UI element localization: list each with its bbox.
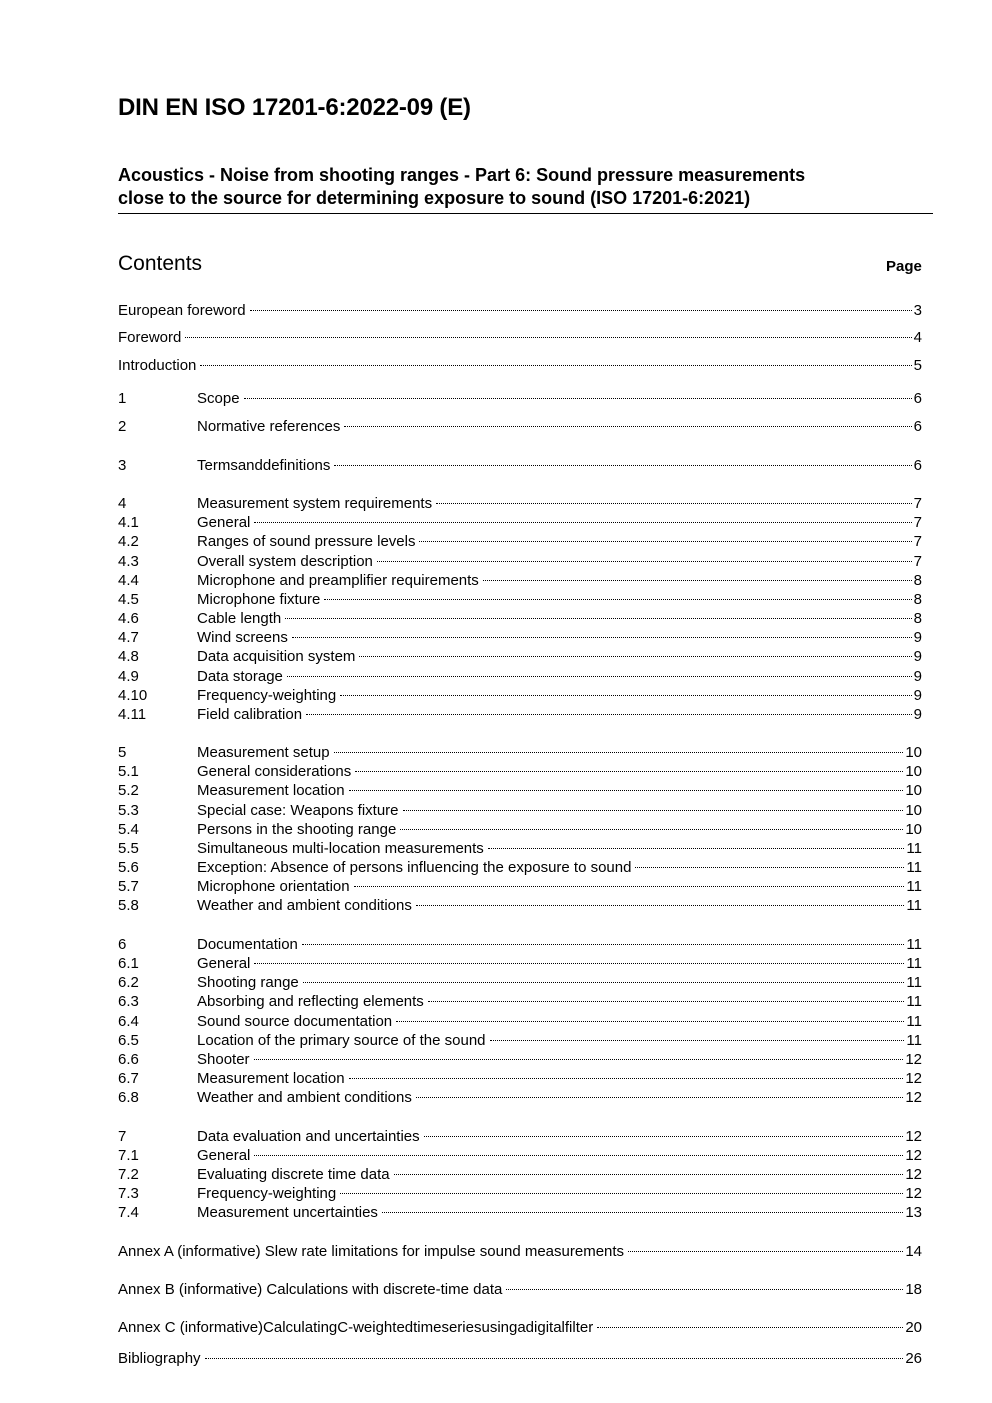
toc-entry[interactable] — [118, 743, 922, 762]
toc-dot-leader — [250, 310, 912, 311]
toc-entry-title: Microphone fixture — [197, 591, 321, 608]
toc-entry[interactable] — [118, 1127, 922, 1146]
toc-entry-page-number: 9 — [913, 668, 922, 685]
toc-entry-page-number: 11 — [906, 878, 922, 895]
toc-entry-number: 6.1 — [118, 955, 139, 972]
toc-entry[interactable] — [118, 801, 922, 820]
toc-entry-page-number: 8 — [913, 591, 922, 608]
toc-dot-leader — [355, 771, 903, 772]
toc-entry[interactable] — [118, 513, 922, 532]
toc-entry-title: Normative references — [197, 418, 341, 435]
toc-entry-page-number: 6 — [913, 457, 922, 474]
page-column-heading: Page — [886, 258, 922, 275]
toc-entry[interactable] — [118, 1280, 922, 1299]
toc-entry-number: 6.5 — [118, 1032, 139, 1049]
toc-entry-number: 5.3 — [118, 802, 139, 819]
toc-entry-page-number: 12 — [905, 1089, 922, 1106]
toc-dot-leader — [254, 963, 904, 964]
toc-entry[interactable] — [118, 1349, 922, 1368]
document-title-line-2: close to the source for determining exposure to sound (ISO 17201-6:2021) — [118, 188, 751, 208]
toc-dot-leader — [205, 1358, 904, 1359]
toc-entry-title: Absorbing and reflecting elements — [197, 993, 424, 1010]
toc-entry-number: 6.2 — [118, 974, 139, 991]
toc-entry-page-number: 12 — [905, 1051, 922, 1068]
toc-entry-page-number: 12 — [905, 1128, 922, 1145]
toc-entry-title: Measurement uncertainties — [197, 1204, 378, 1221]
toc-entry[interactable] — [118, 1146, 922, 1165]
toc-entry[interactable] — [118, 1012, 922, 1031]
toc-entry-title: European foreword — [118, 302, 246, 319]
toc-entry-page-number: 12 — [905, 1070, 922, 1087]
toc-dot-leader — [254, 1155, 903, 1156]
toc-entry-page-number: 12 — [905, 1185, 922, 1202]
toc-entry[interactable] — [118, 705, 922, 724]
toc-entry[interactable] — [118, 628, 922, 647]
toc-entry[interactable] — [118, 896, 922, 915]
toc-entry-number: 4.8 — [118, 648, 139, 665]
toc-dot-leader — [400, 829, 903, 830]
toc-entry[interactable] — [118, 1184, 922, 1203]
toc-entry[interactable] — [118, 417, 922, 436]
toc-entry[interactable] — [118, 667, 922, 686]
toc-entry[interactable] — [118, 1203, 922, 1222]
toc-entry-title: Measurement location — [197, 1070, 345, 1087]
toc-entry-title: Ranges of sound pressure levels — [197, 533, 416, 550]
toc-entry-page-number: 10 — [905, 763, 922, 780]
toc-dot-leader — [302, 944, 905, 945]
toc-dot-leader — [287, 676, 912, 677]
toc-entry-title: Evaluating discrete time data — [197, 1166, 390, 1183]
toc-entry[interactable] — [118, 1242, 922, 1261]
toc-entry-title: Weather and ambient conditions — [197, 897, 412, 914]
toc-entry-number: 5.5 — [118, 840, 139, 857]
toc-entry-number: 4.3 — [118, 553, 139, 570]
toc-entry-title: Annex B (informative) Calculations with discrete-time data — [118, 1281, 503, 1298]
toc-entry-number: 5.4 — [118, 821, 139, 838]
toc-entry[interactable] — [118, 647, 922, 666]
toc-dot-leader — [185, 337, 911, 338]
toc-dot-leader — [200, 365, 911, 366]
toc-entry-title: Microphone and preamplifier requirements — [197, 572, 479, 589]
toc-dot-leader — [419, 541, 911, 542]
toc-entry[interactable] — [118, 609, 922, 628]
toc-entry-page-number: 11 — [906, 897, 922, 914]
toc-entry-title: Termsanddefinitions — [197, 457, 331, 474]
toc-entry-title: Cable length — [197, 610, 282, 627]
toc-entry-title: Data storage — [197, 668, 283, 685]
toc-entry-page-number: 11 — [906, 936, 922, 953]
toc-entry[interactable] — [118, 781, 922, 800]
document-title — [118, 164, 933, 214]
toc-entry-page-number: 12 — [905, 1166, 922, 1183]
toc-entry-page-number: 18 — [905, 1281, 922, 1298]
toc-entry-title: Simultaneous multi-location measurements — [197, 840, 484, 857]
toc-entry-title: Measurement location — [197, 782, 345, 799]
toc-entry-page-number: 7 — [913, 533, 922, 550]
toc-entry-title: Weather and ambient conditions — [197, 1089, 412, 1106]
toc-entry-title: Scope — [197, 390, 240, 407]
toc-entry-page-number: 10 — [905, 744, 922, 761]
toc-dot-leader — [324, 599, 911, 600]
toc-entry[interactable] — [118, 1088, 922, 1107]
toc-entry-number: 7.2 — [118, 1166, 139, 1183]
toc-entry-page-number: 11 — [906, 955, 922, 972]
toc-dot-leader — [436, 503, 912, 504]
toc-entry-number: 5.2 — [118, 782, 139, 799]
toc-entry-title: General considerations — [197, 763, 352, 780]
toc-dot-leader — [254, 1059, 904, 1060]
toc-entry-title: Shooting range — [197, 974, 299, 991]
toc-entry[interactable] — [118, 389, 922, 408]
toc-dot-leader — [488, 848, 905, 849]
toc-entry-number: 4.1 — [118, 514, 139, 531]
toc-entry[interactable] — [118, 877, 922, 896]
toc-entry-number: 6.3 — [118, 993, 139, 1010]
toc-entry-page-number: 11 — [906, 1013, 922, 1030]
toc-entry-page-number: 6 — [913, 418, 922, 435]
toc-entry[interactable] — [118, 839, 922, 858]
toc-entry-title: Persons in the shooting range — [197, 821, 397, 838]
toc-entry-page-number: 7 — [913, 495, 922, 512]
toc-entry-page-number: 6 — [913, 390, 922, 407]
toc-entry[interactable] — [118, 494, 922, 513]
toc-entry-number: 5.8 — [118, 897, 139, 914]
toc-entry[interactable] — [118, 820, 922, 839]
toc-entry-page-number: 13 — [905, 1204, 922, 1221]
toc-entry-title: Measurement system requirements — [197, 495, 433, 512]
document-title-line-1: Acoustics - Noise from shooting ranges - Part 6: Sound pressure measurements — [118, 165, 806, 185]
toc-entry-number: 6.6 — [118, 1051, 139, 1068]
toc-dot-leader — [285, 618, 911, 619]
toc-entry[interactable] — [118, 571, 922, 590]
toc-entry-title: General — [197, 955, 251, 972]
toc-entry-number: 4 — [118, 495, 127, 512]
toc-dot-leader — [349, 790, 904, 791]
toc-entry-number: 6.7 — [118, 1070, 139, 1087]
toc-entry-title: Frequency-weighting — [197, 687, 337, 704]
toc-entry[interactable] — [118, 686, 922, 705]
toc-entry-page-number: 10 — [905, 821, 922, 838]
toc-dot-leader — [428, 1001, 905, 1002]
toc-entry-number: 4.2 — [118, 533, 139, 550]
toc-entry-title: Annex A (informative) Slew rate limitations for impulse sound measurements — [118, 1243, 625, 1260]
toc-entry-title: Field calibration — [197, 706, 303, 723]
toc-dot-leader — [340, 1193, 903, 1194]
toc-dot-leader — [483, 580, 912, 581]
toc-entry-page-number: 9 — [913, 706, 922, 723]
toc-entry[interactable] — [118, 935, 922, 954]
toc-entry[interactable] — [118, 1031, 922, 1050]
toc-entry-number: 1 — [118, 390, 127, 407]
toc-entry-number: 5.6 — [118, 859, 139, 876]
toc-entry-page-number: 8 — [913, 572, 922, 589]
toc-entry[interactable] — [118, 954, 922, 973]
toc-dot-leader — [394, 1174, 904, 1175]
document-id: DIN EN ISO 17201-6:2022-09 (E) — [118, 94, 471, 121]
toc-entry-page-number: 7 — [913, 514, 922, 531]
toc-entry-title: Measurement setup — [197, 744, 330, 761]
toc-entry-page-number: 5 — [913, 357, 922, 374]
toc-entry-number: 5 — [118, 744, 127, 761]
toc-entry-title: Bibliography — [118, 1350, 201, 1367]
toc-entry-number: 4.6 — [118, 610, 139, 627]
toc-entry-page-number: 11 — [906, 974, 922, 991]
toc-entry-number: 7.1 — [118, 1147, 139, 1164]
toc-entry-page-number: 4 — [913, 329, 922, 346]
toc-entry-title: Location of the primary source of the sound — [197, 1032, 486, 1049]
toc-dot-leader — [334, 752, 904, 753]
toc-dot-leader — [416, 1097, 903, 1098]
toc-entry-number: 2 — [118, 418, 127, 435]
toc-entry[interactable] — [118, 858, 922, 877]
toc-entry-page-number: 12 — [905, 1147, 922, 1164]
toc-entry-number: 5.7 — [118, 878, 139, 895]
toc-dot-leader — [359, 656, 911, 657]
toc-dot-leader — [244, 398, 912, 399]
toc-entry-title: Annex C (informative)CalculatingC-weightedtimeseriesusingadigitalfilter — [118, 1319, 594, 1336]
toc-entry-title: Microphone orientation — [197, 878, 350, 895]
toc-entry-title: Data evaluation and uncertainties — [197, 1128, 420, 1145]
toc-entry-page-number: 10 — [905, 802, 922, 819]
toc-entry-number: 6.4 — [118, 1013, 139, 1030]
toc-entry-title: Foreword — [118, 329, 182, 346]
contents-heading: Contents — [118, 252, 203, 275]
toc-entry[interactable] — [118, 1069, 922, 1088]
toc-dot-leader — [424, 1136, 904, 1137]
toc-dot-leader — [349, 1078, 904, 1079]
toc-dot-leader — [506, 1289, 903, 1290]
toc-entry-number: 5.1 — [118, 763, 139, 780]
toc-dot-leader — [628, 1251, 903, 1252]
toc-dot-leader — [306, 714, 912, 715]
toc-entry[interactable] — [118, 1050, 922, 1069]
toc-entry-number: 4.4 — [118, 572, 139, 589]
toc-dot-leader — [303, 982, 905, 983]
toc-dot-leader — [354, 886, 905, 887]
toc-dot-leader — [292, 637, 912, 638]
toc-dot-leader — [597, 1327, 903, 1328]
toc-entry[interactable] — [118, 973, 922, 992]
toc-dot-leader — [344, 426, 911, 427]
toc-entry-number: 4.5 — [118, 591, 139, 608]
toc-entry[interactable] — [118, 1165, 922, 1184]
toc-entry-number: 7.4 — [118, 1204, 139, 1221]
toc-entry[interactable] — [118, 762, 922, 781]
toc-entry-page-number: 11 — [906, 993, 922, 1010]
toc-dot-leader — [403, 810, 904, 811]
toc-entry-number: 7 — [118, 1128, 127, 1145]
toc-entry-title: Data acquisition system — [197, 648, 356, 665]
toc-entry-page-number: 9 — [913, 629, 922, 646]
toc-entry[interactable] — [118, 992, 922, 1011]
toc-entry-page-number: 14 — [905, 1243, 922, 1260]
toc-entry-title: Special case: Weapons fixture — [197, 802, 399, 819]
toc-entry-page-number: 11 — [906, 859, 922, 876]
toc-entry-page-number: 26 — [905, 1350, 922, 1367]
toc-entry-page-number: 11 — [906, 1032, 922, 1049]
toc-entry-title: Introduction — [118, 357, 197, 374]
toc-dot-leader — [377, 561, 912, 562]
toc-entry-number: 4.10 — [118, 687, 148, 704]
toc-entry-page-number: 10 — [905, 782, 922, 799]
toc-dot-leader — [382, 1212, 903, 1213]
toc-entry[interactable] — [118, 532, 922, 551]
toc-entry[interactable] — [118, 301, 922, 320]
toc-entry-number: 4.7 — [118, 629, 139, 646]
toc-dot-leader — [416, 905, 905, 906]
toc-entry-title: Overall system description — [197, 553, 373, 570]
toc-entry[interactable] — [118, 1318, 922, 1337]
toc-entry[interactable] — [118, 456, 922, 475]
toc-entry-title: Shooter — [197, 1051, 250, 1068]
toc-entry-title: Frequency-weighting — [197, 1185, 337, 1202]
toc-entry-page-number: 9 — [913, 648, 922, 665]
toc-entry-page-number: 7 — [913, 553, 922, 570]
toc-entry-number: 4.11 — [118, 706, 147, 723]
toc-entry[interactable] — [118, 590, 922, 609]
toc-entry-number: 4.9 — [118, 668, 139, 685]
toc-entry-page-number: 8 — [913, 610, 922, 627]
toc-entry-title: General — [197, 514, 251, 531]
toc-dot-leader — [396, 1021, 904, 1022]
toc-entry-page-number: 11 — [906, 840, 922, 857]
toc-entry-number: 3 — [118, 457, 127, 474]
toc-entry[interactable] — [118, 356, 922, 375]
toc-entry-title: Wind screens — [197, 629, 288, 646]
toc-entry-title: Documentation — [197, 936, 298, 953]
toc-dot-leader — [635, 867, 904, 868]
toc-entry-number: 6.8 — [118, 1089, 139, 1106]
toc-entry[interactable] — [118, 552, 922, 571]
toc-entry-number: 6 — [118, 936, 127, 953]
toc-dot-leader — [334, 465, 911, 466]
toc-entry-page-number: 20 — [905, 1319, 922, 1336]
toc-entry-title: Sound source documentation — [197, 1013, 393, 1030]
toc-dot-leader — [254, 522, 911, 523]
toc-entry-title: General — [197, 1147, 251, 1164]
toc-entry-title: Exception: Absence of persons influencing the exposure to sound — [197, 859, 632, 876]
toc-entry[interactable] — [118, 328, 922, 347]
toc-dot-leader — [490, 1040, 905, 1041]
toc-entry-number: 7.3 — [118, 1185, 139, 1202]
toc-entry-page-number: 9 — [913, 687, 922, 704]
toc-entry-page-number: 3 — [913, 302, 922, 319]
toc-dot-leader — [340, 695, 911, 696]
